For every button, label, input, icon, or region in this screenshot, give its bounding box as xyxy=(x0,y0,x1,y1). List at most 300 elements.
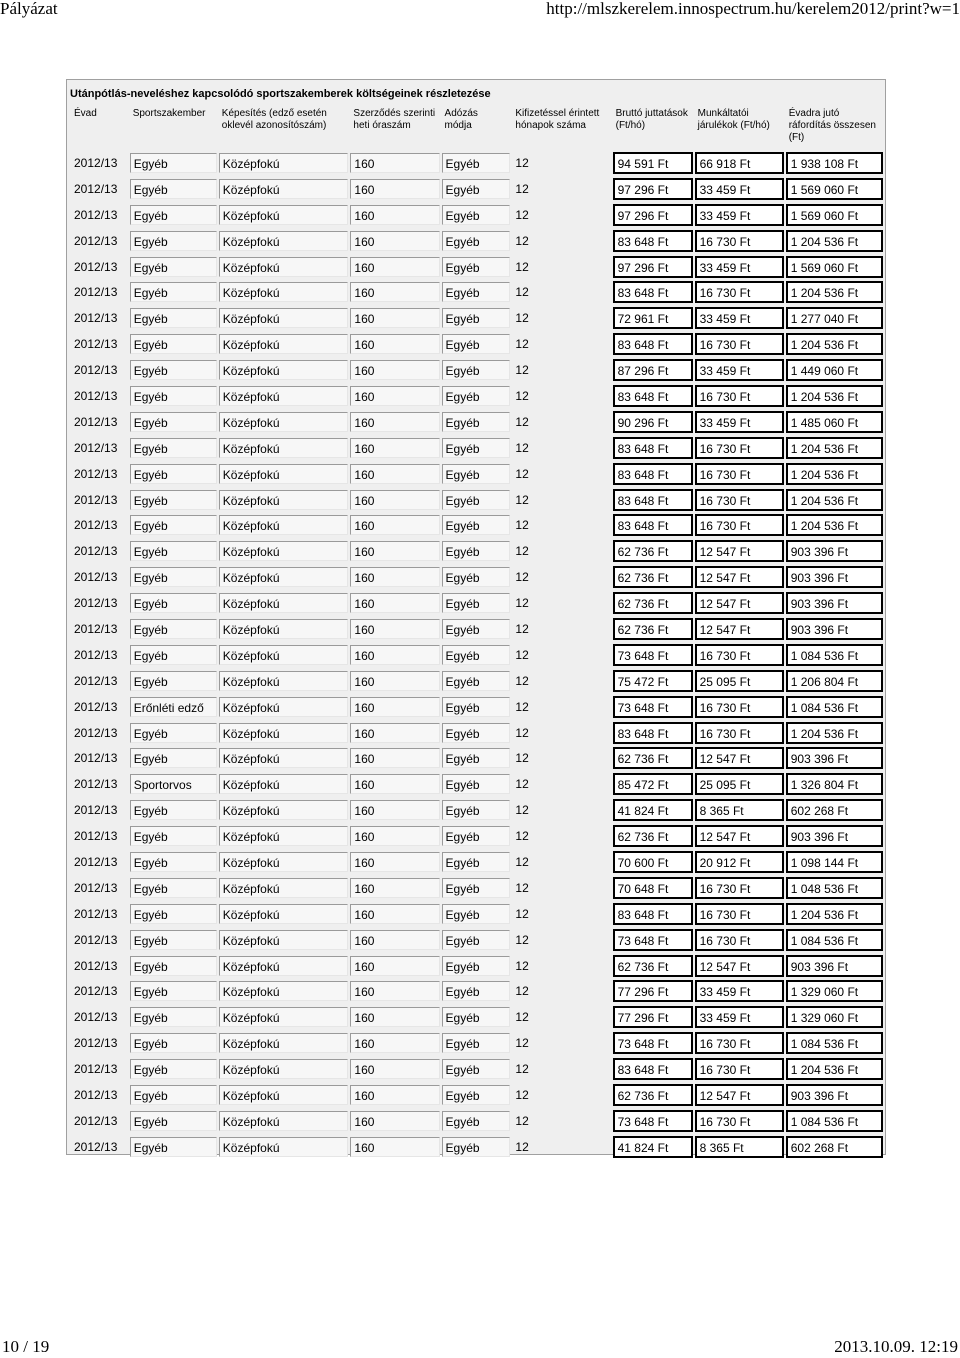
staff-cell-value: Egyéb xyxy=(130,1137,217,1157)
qualification-cell xyxy=(219,435,349,461)
table-row xyxy=(71,771,883,797)
tax-mode-cell-value: Egyéb xyxy=(442,1085,511,1105)
contributions-cell xyxy=(695,150,784,176)
weekly-hours-cell xyxy=(350,538,439,564)
tax-mode-cell-value: Egyéb xyxy=(442,153,511,173)
gross-cell-value: 41 824 Ft xyxy=(613,799,693,821)
qualification-cell xyxy=(219,745,349,771)
weekly-hours-cell-value: 160 xyxy=(350,645,439,665)
qualification-cell xyxy=(219,305,349,331)
gross-cell-value: 70 600 Ft xyxy=(613,851,693,873)
total-cell-value: 1 569 060 Ft xyxy=(786,204,883,226)
gross-cell xyxy=(613,590,693,616)
staff-cell-value: Egyéb xyxy=(130,619,217,639)
gross-cell xyxy=(613,668,693,694)
gross-cell xyxy=(613,927,693,953)
tax-mode-cell xyxy=(442,616,511,642)
weekly-hours-cell-value: 160 xyxy=(350,490,439,510)
total-cell-value: 1 204 536 Ft xyxy=(786,230,883,252)
staff-cell-value: Egyéb xyxy=(130,231,217,251)
gross-cell-value: 72 961 Ft xyxy=(613,307,693,329)
months-cell-value: 12 xyxy=(515,621,529,636)
season-cell xyxy=(71,616,128,642)
staff-cell xyxy=(130,797,217,823)
total-cell-value: 1 569 060 Ft xyxy=(786,178,883,200)
contributions-cell-value: 33 459 Ft xyxy=(695,359,784,381)
qualification-cell xyxy=(219,1134,349,1160)
tax-mode-cell xyxy=(442,1134,511,1160)
total-cell-value: 1 938 108 Ft xyxy=(786,152,883,174)
months-cell-value: 12 xyxy=(515,803,529,818)
season-cell xyxy=(71,849,128,875)
weekly-hours-cell-value: 160 xyxy=(350,619,439,639)
contributions-cell xyxy=(695,409,784,435)
staff-cell xyxy=(130,590,217,616)
staff-cell-value: Egyéb xyxy=(130,153,217,173)
staff-cell-value: Sportorvos xyxy=(130,774,217,794)
contributions-cell xyxy=(695,771,784,797)
months-cell-value: 12 xyxy=(515,596,529,611)
total-cell xyxy=(786,409,883,435)
total-cell-value: 1 204 536 Ft xyxy=(786,333,883,355)
staff-cell xyxy=(130,616,217,642)
contributions-cell xyxy=(695,1004,784,1030)
months-cell-value: 12 xyxy=(515,492,529,507)
weekly-hours-cell-value: 160 xyxy=(350,904,439,924)
gross-cell-value: 77 296 Ft xyxy=(613,1006,693,1028)
table-row xyxy=(71,254,883,280)
season-cell-value: 2012/13 xyxy=(74,570,118,585)
season-cell xyxy=(71,642,128,668)
staff-cell xyxy=(130,927,217,953)
season-cell xyxy=(71,1056,128,1082)
tax-mode-cell-value: Egyéb xyxy=(442,360,511,380)
season-cell-value: 2012/13 xyxy=(74,906,118,921)
season-cell xyxy=(71,668,128,694)
months-cell-value: 12 xyxy=(515,388,529,403)
staff-cell-value: Egyéb xyxy=(130,179,217,199)
total-cell-value: 602 268 Ft xyxy=(786,799,883,821)
gross-cell xyxy=(613,1030,693,1056)
staff-cell xyxy=(130,202,217,228)
gross-cell xyxy=(613,616,693,642)
column-header-weekly-hours: Szerződés szerinti heti óraszám xyxy=(353,108,436,131)
months-cell-value: 12 xyxy=(515,181,529,196)
weekly-hours-cell-value: 160 xyxy=(350,334,439,354)
staff-cell xyxy=(130,901,217,927)
tax-mode-cell xyxy=(442,953,511,979)
weekly-hours-cell xyxy=(350,1108,439,1134)
qualification-cell-value: Középfokú xyxy=(219,826,349,846)
qualification-cell xyxy=(219,409,349,435)
season-cell xyxy=(71,1108,128,1134)
weekly-hours-cell xyxy=(350,487,439,513)
season-cell-value: 2012/13 xyxy=(74,751,118,766)
months-cell xyxy=(512,150,610,176)
total-cell xyxy=(786,512,883,538)
table-row xyxy=(71,435,883,461)
weekly-hours-cell-value: 160 xyxy=(350,1059,439,1079)
contributions-cell-value: 16 730 Ft xyxy=(695,514,784,536)
staff-cell xyxy=(130,461,217,487)
contributions-cell xyxy=(695,979,784,1005)
weekly-hours-cell-value: 160 xyxy=(350,308,439,328)
tax-mode-cell xyxy=(442,383,511,409)
staff-cell-value: Egyéb xyxy=(130,412,217,432)
staff-cell-value: Egyéb xyxy=(130,981,217,1001)
contributions-cell-value: 12 547 Ft xyxy=(695,825,784,847)
contributions-cell xyxy=(695,254,784,280)
contributions-cell-value: 8 365 Ft xyxy=(695,1136,784,1158)
staff-cell xyxy=(130,771,217,797)
table-row xyxy=(71,150,883,176)
tax-mode-cell-value: Egyéb xyxy=(442,956,511,976)
season-cell-value: 2012/13 xyxy=(74,337,118,352)
months-cell xyxy=(512,331,610,357)
weekly-hours-cell-value: 160 xyxy=(350,1007,439,1027)
months-cell xyxy=(512,1056,610,1082)
tax-mode-cell xyxy=(442,409,511,435)
tax-mode-cell xyxy=(442,1030,511,1056)
weekly-hours-cell xyxy=(350,512,439,538)
months-cell-value: 12 xyxy=(515,906,529,921)
gross-cell xyxy=(613,487,693,513)
staff-cell-value: Egyéb xyxy=(130,1085,217,1105)
season-cell-value: 2012/13 xyxy=(74,388,118,403)
contributions-cell xyxy=(695,849,784,875)
months-cell-value: 12 xyxy=(515,777,529,792)
qualification-cell-value: Középfokú xyxy=(219,412,349,432)
months-cell xyxy=(512,409,610,435)
qualification-cell-value: Középfokú xyxy=(219,593,349,613)
season-cell xyxy=(71,512,128,538)
staff-cell-value: Egyéb xyxy=(130,593,217,613)
qualification-cell-value: Középfokú xyxy=(219,1137,349,1157)
tax-mode-cell-value: Egyéb xyxy=(442,723,511,743)
tax-mode-cell xyxy=(442,720,511,746)
staff-cell-value: Egyéb xyxy=(130,1059,217,1079)
weekly-hours-cell xyxy=(350,901,439,927)
season-cell-value: 2012/13 xyxy=(74,596,118,611)
contributions-cell-value: 33 459 Ft xyxy=(695,1006,784,1028)
months-cell-value: 12 xyxy=(515,880,529,895)
contributions-cell xyxy=(695,1082,784,1108)
months-cell xyxy=(512,1030,610,1056)
qualification-cell xyxy=(219,538,349,564)
season-cell xyxy=(71,435,128,461)
contributions-cell-value: 16 730 Ft xyxy=(695,437,784,459)
table-row xyxy=(71,538,883,564)
contributions-cell xyxy=(695,202,784,228)
weekly-hours-cell-value: 160 xyxy=(350,360,439,380)
staff-cell-value: Egyéb xyxy=(130,438,217,458)
qualification-cell-value: Középfokú xyxy=(219,567,349,587)
months-cell xyxy=(512,616,610,642)
qualification-cell-value: Középfokú xyxy=(219,205,349,225)
total-cell xyxy=(786,616,883,642)
months-cell-value: 12 xyxy=(515,155,529,170)
contributions-cell xyxy=(695,1030,784,1056)
months-cell xyxy=(512,461,610,487)
weekly-hours-cell xyxy=(350,254,439,280)
season-cell-value: 2012/13 xyxy=(74,647,118,662)
staff-cell xyxy=(130,720,217,746)
contributions-cell-value: 16 730 Ft xyxy=(695,722,784,744)
staff-cell-value: Egyéb xyxy=(130,308,217,328)
total-cell-value: 903 396 Ft xyxy=(786,592,883,614)
table-row xyxy=(71,279,883,305)
table-row xyxy=(71,823,883,849)
qualification-cell-value: Középfokú xyxy=(219,1085,349,1105)
contributions-cell xyxy=(695,331,784,357)
staff-cell xyxy=(130,1056,217,1082)
season-cell xyxy=(71,694,128,720)
weekly-hours-cell xyxy=(350,1056,439,1082)
months-cell xyxy=(512,279,610,305)
tax-mode-cell-value: Egyéb xyxy=(442,386,511,406)
weekly-hours-cell xyxy=(350,771,439,797)
qualification-cell-value: Középfokú xyxy=(219,1059,349,1079)
weekly-hours-cell-value: 160 xyxy=(350,438,439,458)
gross-cell xyxy=(613,1134,693,1160)
contributions-cell xyxy=(695,176,784,202)
table-row xyxy=(71,228,883,254)
qualification-cell-value: Középfokú xyxy=(219,1033,349,1053)
months-cell-value: 12 xyxy=(515,233,529,248)
qualification-cell xyxy=(219,1082,349,1108)
weekly-hours-cell-value: 160 xyxy=(350,1137,439,1157)
tax-mode-cell xyxy=(442,331,511,357)
gross-cell-value: 94 591 Ft xyxy=(613,152,693,174)
table-row xyxy=(71,590,883,616)
qualification-cell xyxy=(219,1108,349,1134)
months-cell xyxy=(512,901,610,927)
months-cell-value: 12 xyxy=(515,544,529,559)
table-row xyxy=(71,1108,883,1134)
gross-cell-value: 97 296 Ft xyxy=(613,204,693,226)
weekly-hours-cell-value: 160 xyxy=(350,1111,439,1131)
total-cell-value: 1 098 144 Ft xyxy=(786,851,883,873)
contributions-cell-value: 16 730 Ft xyxy=(695,333,784,355)
total-cell-value: 1 204 536 Ft xyxy=(786,722,883,744)
weekly-hours-cell xyxy=(350,228,439,254)
tax-mode-cell-value: Egyéb xyxy=(442,1007,511,1027)
months-cell xyxy=(512,771,610,797)
staff-cell xyxy=(130,564,217,590)
season-cell-value: 2012/13 xyxy=(74,518,118,533)
print-datetime: 2013.10.09. 12:19 xyxy=(834,1337,958,1356)
contributions-cell xyxy=(695,694,784,720)
weekly-hours-cell-value: 160 xyxy=(350,153,439,173)
contributions-cell-value: 33 459 Ft xyxy=(695,178,784,200)
total-cell xyxy=(786,797,883,823)
months-cell-value: 12 xyxy=(515,958,529,973)
total-cell xyxy=(786,745,883,771)
weekly-hours-cell xyxy=(350,745,439,771)
contributions-cell-value: 8 365 Ft xyxy=(695,799,784,821)
weekly-hours-cell-value: 160 xyxy=(350,179,439,199)
weekly-hours-cell xyxy=(350,357,439,383)
tax-mode-cell-value: Egyéb xyxy=(442,852,511,872)
staff-cell-value: Egyéb xyxy=(130,567,217,587)
staff-cell-value: Egyéb xyxy=(130,748,217,768)
months-cell-value: 12 xyxy=(515,1088,529,1102)
months-cell xyxy=(512,176,610,202)
total-cell xyxy=(786,1082,883,1108)
weekly-hours-cell xyxy=(350,797,439,823)
qualification-cell-value: Középfokú xyxy=(219,1111,349,1131)
months-cell-value: 12 xyxy=(515,699,529,714)
gross-cell xyxy=(613,745,693,771)
months-cell-value: 12 xyxy=(515,414,529,429)
weekly-hours-cell xyxy=(350,1082,439,1108)
qualification-cell xyxy=(219,953,349,979)
season-cell xyxy=(71,797,128,823)
gross-cell xyxy=(613,849,693,875)
weekly-hours-cell xyxy=(350,590,439,616)
tax-mode-cell xyxy=(442,202,511,228)
season-cell xyxy=(71,823,128,849)
staff-cell-value: Egyéb xyxy=(130,645,217,665)
contributions-cell xyxy=(695,875,784,901)
weekly-hours-cell-value: 160 xyxy=(350,826,439,846)
months-cell xyxy=(512,720,610,746)
season-cell xyxy=(71,927,128,953)
column-header-gross: Bruttó juttatások (Ft/hó) xyxy=(615,108,688,131)
tax-mode-cell-value: Egyéb xyxy=(442,490,511,510)
total-cell xyxy=(786,875,883,901)
gross-cell xyxy=(613,357,693,383)
tax-mode-cell-value: Egyéb xyxy=(442,904,511,924)
staff-cell xyxy=(130,823,217,849)
tax-mode-cell xyxy=(442,797,511,823)
gross-cell-value: 62 736 Ft xyxy=(613,747,693,769)
weekly-hours-cell xyxy=(350,1134,439,1160)
total-cell xyxy=(786,720,883,746)
qualification-cell xyxy=(219,1056,349,1082)
contributions-cell xyxy=(695,357,784,383)
column-header-total: Évadra jutó ráfordítás összesen (Ft) xyxy=(788,108,876,143)
qualification-cell-value: Középfokú xyxy=(219,308,349,328)
months-cell xyxy=(512,953,610,979)
total-cell-value: 602 268 Ft xyxy=(786,1136,883,1158)
qualification-cell xyxy=(219,202,349,228)
qualification-cell xyxy=(219,616,349,642)
season-cell xyxy=(71,150,128,176)
staff-cell-value: Egyéb xyxy=(130,1033,217,1053)
season-cell xyxy=(71,1134,128,1160)
weekly-hours-cell xyxy=(350,979,439,1005)
qualification-cell-value: Középfokú xyxy=(219,257,349,277)
page-url: http://mlszkerelem.innospectrum.hu/kerelem2012/print?w=1 xyxy=(546,0,960,18)
months-cell xyxy=(512,305,610,331)
qualification-cell xyxy=(219,720,349,746)
tax-mode-cell-value: Egyéb xyxy=(442,282,511,302)
staff-cell xyxy=(130,512,217,538)
staff-cell-value: Egyéb xyxy=(130,541,217,561)
contributions-cell xyxy=(695,1108,784,1134)
staff-cell xyxy=(130,694,217,720)
total-cell-value: 1 449 060 Ft xyxy=(786,359,883,381)
tax-mode-cell-value: Egyéb xyxy=(442,800,511,820)
gross-cell xyxy=(613,331,693,357)
season-cell xyxy=(71,1030,128,1056)
tax-mode-cell-value: Egyéb xyxy=(442,878,511,898)
total-cell-value: 1 204 536 Ft xyxy=(786,514,883,536)
table-row xyxy=(71,979,883,1005)
months-cell xyxy=(512,538,610,564)
gross-cell xyxy=(613,383,693,409)
season-cell xyxy=(71,487,128,513)
tax-mode-cell-value: Egyéb xyxy=(442,179,511,199)
gross-cell xyxy=(613,771,693,797)
season-cell-value: 2012/13 xyxy=(74,259,118,274)
gross-cell-value: 62 736 Ft xyxy=(613,566,693,588)
qualification-cell xyxy=(219,254,349,280)
total-cell-value: 1 329 060 Ft xyxy=(786,980,883,1002)
weekly-hours-cell-value: 160 xyxy=(350,697,439,717)
months-cell xyxy=(512,797,610,823)
weekly-hours-cell xyxy=(350,823,439,849)
gross-cell-value: 87 296 Ft xyxy=(613,359,693,381)
contributions-cell-value: 20 912 Ft xyxy=(695,851,784,873)
tax-mode-cell xyxy=(442,564,511,590)
table-row xyxy=(71,797,883,823)
tax-mode-cell-value: Egyéb xyxy=(442,1059,511,1079)
qualification-cell xyxy=(219,875,349,901)
contributions-cell xyxy=(695,435,784,461)
weekly-hours-cell xyxy=(350,875,439,901)
season-cell xyxy=(71,979,128,1005)
staff-cell-value: Egyéb xyxy=(130,852,217,872)
qualification-cell-value: Középfokú xyxy=(219,981,349,1001)
gross-cell-value: 83 648 Ft xyxy=(613,333,693,355)
tax-mode-cell xyxy=(442,823,511,849)
total-cell-value: 1 326 804 Ft xyxy=(786,773,883,795)
contributions-cell xyxy=(695,823,784,849)
staff-cell-value: Egyéb xyxy=(130,205,217,225)
staff-cell-value: Egyéb xyxy=(130,826,217,846)
tax-mode-cell-value: Egyéb xyxy=(442,826,511,846)
staff-cell-value: Egyéb xyxy=(130,282,217,302)
months-cell-value: 12 xyxy=(515,518,529,533)
qualification-cell xyxy=(219,642,349,668)
total-cell-value: 1 084 536 Ft xyxy=(786,1110,883,1132)
total-cell xyxy=(786,771,883,797)
contributions-cell xyxy=(695,487,784,513)
contributions-cell xyxy=(695,383,784,409)
staff-cell xyxy=(130,668,217,694)
staff-cell xyxy=(130,875,217,901)
months-cell-value: 12 xyxy=(515,259,529,274)
qualification-cell-value: Középfokú xyxy=(219,800,349,820)
weekly-hours-cell-value: 160 xyxy=(350,257,439,277)
months-cell-value: 12 xyxy=(515,1139,529,1154)
qualification-cell xyxy=(219,823,349,849)
qualification-cell-value: Középfokú xyxy=(219,774,349,794)
table-row xyxy=(71,202,883,228)
weekly-hours-cell xyxy=(350,927,439,953)
staff-cell-value: Erőnléti edző xyxy=(130,697,217,717)
weekly-hours-cell-value: 160 xyxy=(350,930,439,950)
total-cell xyxy=(786,1108,883,1134)
tax-mode-cell-value: Egyéb xyxy=(442,981,511,1001)
qualification-cell-value: Középfokú xyxy=(219,878,349,898)
qualification-cell-value: Középfokú xyxy=(219,1007,349,1027)
months-cell xyxy=(512,435,610,461)
tax-mode-cell-value: Egyéb xyxy=(442,541,511,561)
weekly-hours-cell-value: 160 xyxy=(350,1085,439,1105)
